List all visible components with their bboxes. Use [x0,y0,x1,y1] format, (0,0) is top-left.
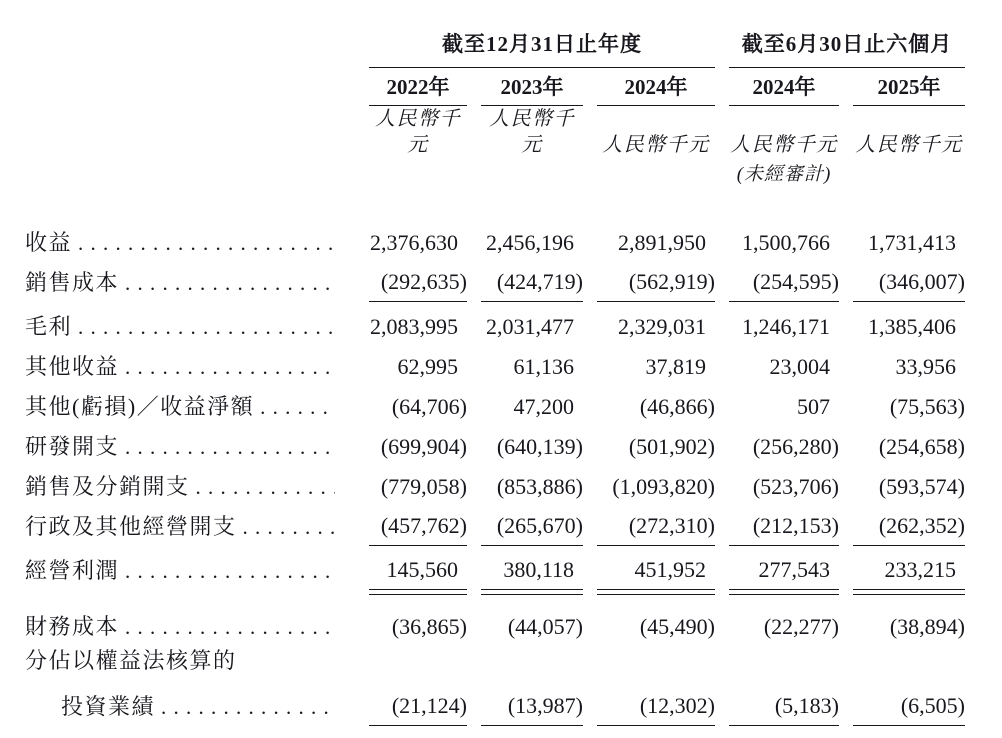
value-cell: (292,635) [380,269,467,294]
row-label: 行政及其他經營開支 [25,514,237,539]
currency-unit-label: 人民幣千元 [375,108,461,156]
dot-leader [196,472,335,502]
income-statement-table [25,26,965,726]
value-cell: 1,500,766 [742,230,831,255]
table-row-other-income [25,346,965,386]
value-cell: (272,310) [628,513,716,538]
year-header-col4 [715,68,839,106]
value-cell: 62,995 [397,354,458,379]
value-cell: (6,505) [900,693,966,718]
year-label: 2025年 [853,74,965,106]
unaudited-cell [715,160,839,190]
value-cell: (21,124) [391,693,467,718]
table-row-share-of-results-line1 [25,646,965,680]
year-label: 2024年 [729,74,839,106]
currency-unit-label: 人民幣千元 [602,134,710,156]
table-row-other-losses-gains-net [25,386,965,426]
table-row-operating-profit [25,546,965,590]
value-cell: 507 [797,394,831,419]
unit-cell [839,106,965,160]
value-cell: 451,952 [634,557,707,582]
value-cell: 380,118 [503,557,574,582]
value-cell: 233,215 [884,557,957,582]
column-group-annual [355,26,715,68]
empty-cell [25,160,715,190]
row-label: 毛利 [25,314,73,339]
year-header-col3 [583,68,715,106]
value-cell: 1,731,413 [868,230,957,255]
value-cell: (5,183) [774,693,840,718]
value-cell: (424,719) [496,269,583,294]
table-row-revenue [25,222,965,262]
table-row-admin-other-operating-expenses [25,506,965,546]
value-cell: 2,329,031 [618,314,707,339]
unit-cell [715,106,839,160]
dot-leader [78,312,335,342]
row-label: 其他(虧損)／收益淨額 [25,394,255,419]
row-label: 其他收益 [25,354,120,379]
column-group-header-row [25,26,965,68]
column-group-interim [715,26,965,68]
empty-cell [839,160,965,190]
value-cell: 2,456,196 [486,230,574,255]
year-label: 2023年 [481,74,583,106]
value-cell: 145,560 [386,557,458,582]
value-cell: 2,376,630 [370,230,458,255]
dot-leader [260,392,335,422]
value-cell: (212,153) [752,513,840,538]
dot-leader [125,612,335,642]
value-cell: (593,574) [878,474,966,499]
value-cell: (75,563) [889,394,966,419]
dot-leader [243,512,335,542]
year-header-col5 [839,68,965,106]
value-cell: (523,706) [752,474,840,499]
row-label: 投資業績 [61,694,156,719]
value-cell: (256,280) [752,434,840,459]
value-cell: (457,762) [380,513,467,538]
row-label: 財務成本 [25,614,120,639]
dot-leader [125,352,335,382]
value-cell: (36,865) [391,614,467,639]
value-cell: (13,987) [507,693,583,718]
year-header-col1 [355,68,467,106]
table-row-share-of-results-line2 [25,680,965,726]
table-row-rd-expenses [25,426,965,466]
unaudited-note-row [25,160,965,190]
dot-leader [125,432,335,462]
currency-unit-label: 人民幣千元 [730,134,838,156]
value-cell: (265,670) [496,513,583,538]
table-row-cost-of-sales [25,262,965,302]
row-label: 研發開支 [25,434,120,459]
value-cell: (640,139) [496,434,583,459]
year-header-col2 [467,68,583,106]
value-cell: (562,919) [628,269,716,294]
spacer-row [25,190,965,222]
empty-cell [25,106,355,160]
unit-cell [583,106,715,160]
value-cell: 1,385,406 [868,314,957,339]
value-cell: (12,302) [639,693,716,718]
value-cell: (45,490) [639,614,716,639]
year-label: 2024年 [597,74,715,106]
year-header-row [25,68,965,106]
unaudited-note: (未經審計) [736,164,832,185]
dot-leader [125,556,335,586]
value-cell: 2,031,477 [486,314,574,339]
row-label: 收益 [25,230,73,255]
value-cell: (779,058) [380,474,467,499]
value-cell: 2,083,995 [370,314,458,339]
value-cell: (254,595) [752,269,840,294]
value-cell: 2,891,950 [618,230,707,255]
value-cell: (46,866) [639,394,716,419]
unit-cell [467,106,583,160]
value-cell: (1,093,820) [612,474,716,499]
value-cell: (64,706) [391,394,467,419]
value-cell: (44,057) [507,614,583,639]
value-cell: 23,004 [769,354,831,379]
value-cell: 277,543 [758,557,831,582]
value-cell: 33,956 [895,354,957,379]
column-group-annual-title: 截至12月31日止年度 [369,30,715,68]
value-cell: (699,904) [380,434,467,459]
row-label: 分佔以權益法核算的 [25,648,237,673]
value-cell: (38,894) [889,614,966,639]
value-cell: (501,902) [628,434,716,459]
row-label: 經營利潤 [25,558,120,583]
currency-unit-row [25,106,965,160]
year-label: 2022年 [369,74,467,106]
unit-cell [355,106,467,160]
dot-leader [161,692,335,722]
empty-cell [25,26,355,68]
value-cell: 61,136 [513,354,574,379]
row-label: 銷售成本 [25,270,120,295]
value-cell: 37,819 [645,354,707,379]
value-cell: (22,277) [763,614,840,639]
value-cell: 1,246,171 [742,314,831,339]
table-row-selling-distribution-expenses [25,466,965,506]
empty-cell [25,68,355,106]
value-cell: (346,007) [878,269,966,294]
table-row-gross-profit [25,302,965,346]
value-cell: (254,658) [878,434,966,459]
currency-unit-label: 人民幣千元 [489,108,575,156]
dot-leader [125,268,335,298]
currency-unit-label: 人民幣千元 [855,134,963,156]
value-cell: 47,200 [513,394,574,419]
value-cell: (853,886) [496,474,583,499]
row-label: 銷售及分銷開支 [25,474,190,499]
value-cell: (262,352) [878,513,966,538]
column-group-interim-title: 截至6月30日止六個月 [729,30,965,68]
dot-leader [78,228,335,258]
table-row-finance-costs [25,590,965,646]
